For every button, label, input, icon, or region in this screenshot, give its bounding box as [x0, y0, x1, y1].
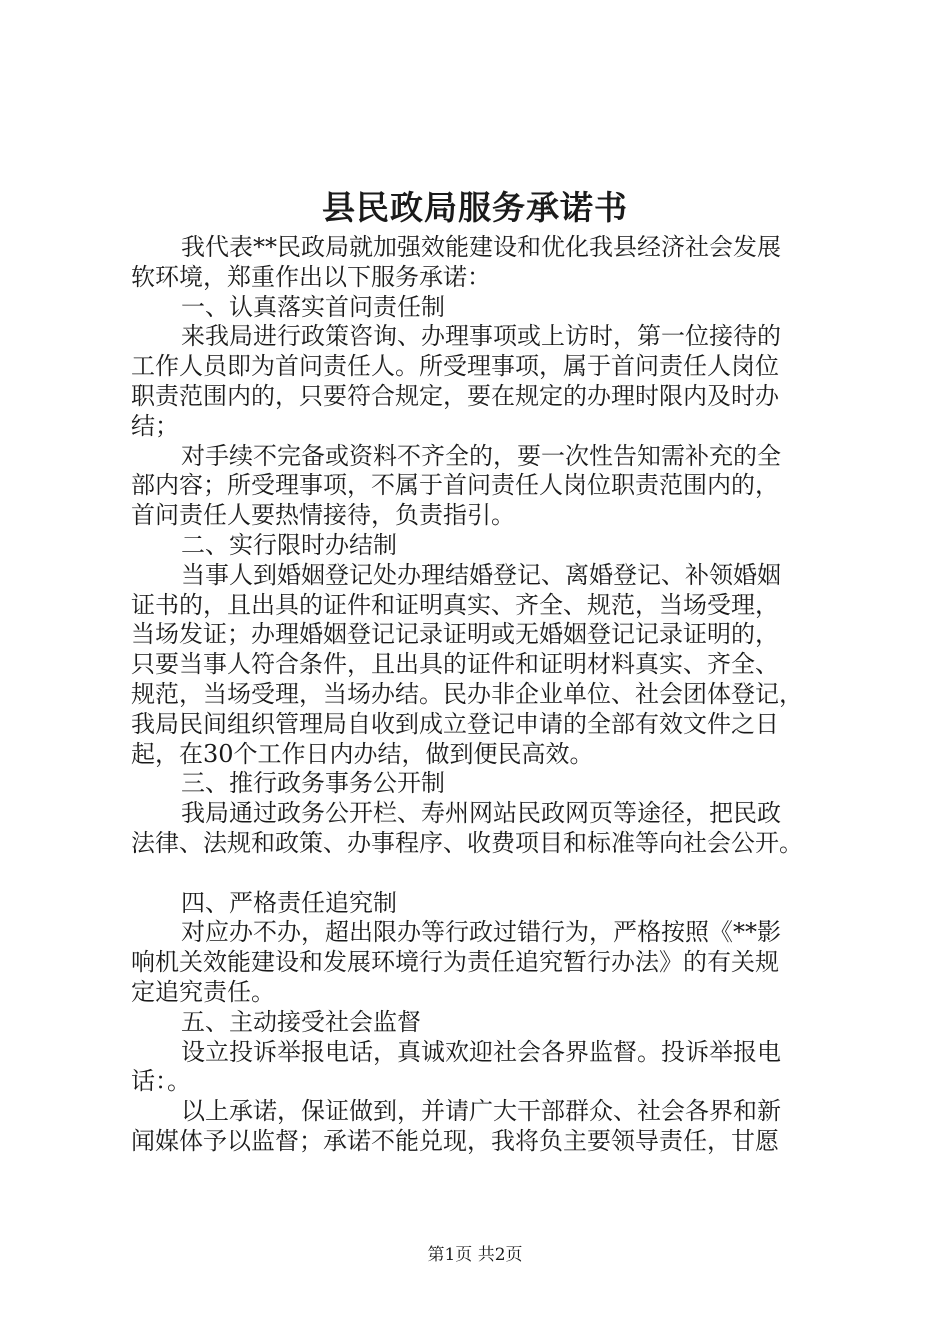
text-line: 四、严格责任追究制 [181, 888, 397, 917]
blank-line [131, 859, 851, 889]
text-line: 来我局进行政策咨询、办理事项或上访时，第一位接待的 [181, 322, 781, 351]
text-line: 五、主动接受社会监督 [181, 1007, 421, 1036]
text-line: 话：。 [131, 1067, 191, 1096]
text-line: 三、推行政务事务公开制 [181, 769, 445, 798]
text-line: 以上承诺，保证做到，并请广大干部群众、社会各界和新 [181, 1097, 781, 1126]
text-line: 我代表**民政局就加强效能建设和优化我县经济社会发展 [181, 233, 781, 261]
text-line: 我局通过政务公开栏、寿州网站民政网页等途径，把民政 [181, 799, 781, 828]
text-line: 起，在30个工作日内办结，做到便民高效。 [131, 739, 594, 768]
text-line: 结； [131, 411, 179, 440]
text-line: 部内容；所受理事项，不属于首问责任人岗位职责范围内的， [131, 471, 779, 500]
text-line: 工作人员即为首问责任人。所受理事项，属于首问责任人岗位 [131, 352, 779, 381]
text-line: 职责范围内的，只要符合规定，要在规定的办理时限内及时办 [131, 381, 779, 410]
text-line: 规范，当场受理，当场办结。民办非企业单位、社会团体登记， [131, 679, 803, 708]
text-line: 当场发证；办理婚姻登记记录证明或无婚姻登记记录证明的， [131, 620, 779, 649]
text-line: 法律、法规和政策、办事程序、收费项目和标准等向社会公开。 [131, 828, 803, 857]
text-line: 软环境，郑重作出以下服务承诺： [131, 262, 491, 291]
text-line: 设立投诉举报电话，真诚欢迎社会各界监督。投诉举报电 [181, 1037, 781, 1066]
text-line: 一、认真落实首问责任制 [181, 292, 445, 321]
text-line: 闻媒体予以监督；承诺不能兑现，我将负主要领导责任，甘愿 [131, 1126, 779, 1155]
document-body [131, 233, 851, 1157]
text-line: 只要当事人符合条件，且出具的证件和证明材料真实、齐全、 [131, 650, 779, 679]
document-title: 县民政局服务承诺书 [322, 188, 628, 227]
text-line: 对手续不完备或资料不齐全的，要一次性告知需补充的全 [181, 441, 781, 470]
text-line: 响机关效能建设和发展环境行为责任追究暂行办法》的有关规 [131, 948, 779, 977]
text-line: 二、实行限时办结制 [181, 530, 397, 559]
text-line: 我局民间组织管理局自收到成立登记申请的全部有效文件之日 [131, 709, 779, 738]
text-line: 对应办不办，超出限办等行政过错行为，严格按照《**影 [181, 918, 781, 947]
text-line: 证书的，且出具的证件和证明真实、齐全、规范，当场受理， [131, 590, 779, 619]
text-line: 首问责任人要热情接待，负责指引。 [131, 501, 515, 530]
page-footer: 第1页 共2页 [427, 1245, 523, 1265]
text-line: 当事人到婚姻登记处办理结婚登记、离婚登记、补领婚姻 [181, 560, 781, 589]
text-line: 定追究责任。 [131, 977, 275, 1006]
